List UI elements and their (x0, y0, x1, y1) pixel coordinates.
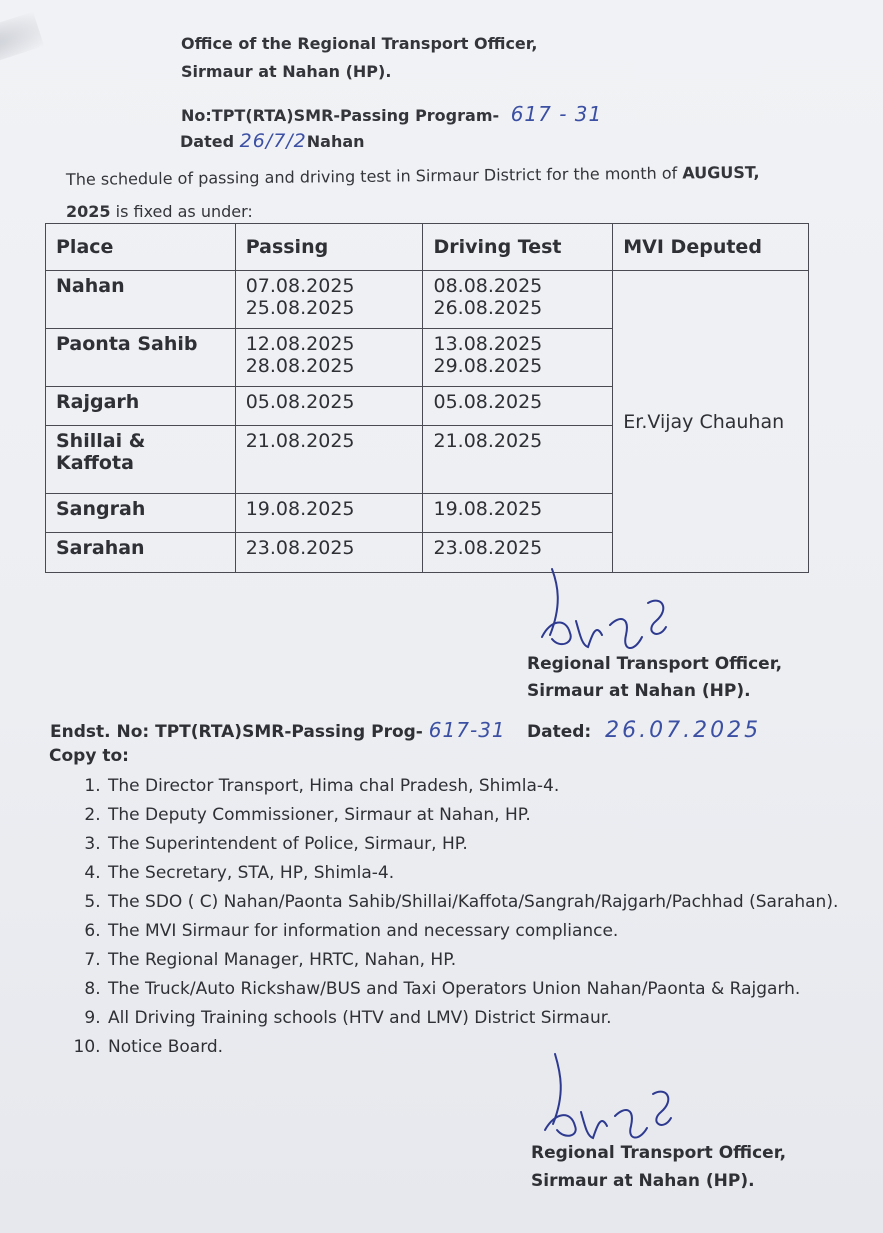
dated-place: Nahan (306, 132, 365, 151)
table-row (46, 271, 809, 329)
list-item: 6. The MVI Sirmaur for information and necessary compliance. (106, 917, 846, 946)
place-cell: Paonta Sahib (46, 329, 236, 387)
paper-fold-shadow (0, 12, 44, 65)
driving-cell: 19.08.2025 (423, 494, 613, 533)
place-cell: Sangrah (46, 494, 236, 533)
sig2-office: Sirmaur at Nahan (HP). (531, 1171, 755, 1191)
driving-date: 26.08.2025 (433, 297, 543, 319)
driving-date: 13.08.2025 (433, 333, 543, 355)
driving-date: 29.08.2025 (433, 355, 543, 377)
list-item: 5. The SDO ( C) Nahan/Paonta Sahib/Shillai/Kaffota/Sangrah/Rajgarh/Pachhad (Sarahan). (106, 888, 846, 917)
driving-cell (423, 271, 613, 329)
passing-date: 07.08.2025 (245, 275, 355, 297)
list-item: 7. The Regional Manager, HRTC, Nahan, HP. (106, 946, 846, 975)
passing-date: 28.08.2025 (245, 355, 355, 377)
sig2-title: Regional Transport Officer, (531, 1143, 787, 1163)
endorsement-line (50, 718, 506, 742)
list-item: 8. The Truck/Auto Rickshaw/BUS and Taxi Operators Union Nahan/Paonta & Rajgarh. (106, 975, 846, 1004)
office-line-2: Sirmaur at Nahan (HP). (181, 62, 392, 81)
list-item: 9. All Driving Training schools (HTV and LMV) District Sirmaur. (106, 1004, 846, 1033)
dated-handwritten: 26/7/2 (239, 130, 307, 152)
passing-cell: 21.08.2025 (235, 426, 423, 494)
passing-cell: 23.08.2025 (235, 533, 423, 573)
header-place: Place (46, 224, 236, 271)
endorsement-label: Endst. No: TPT(RTA)SMR-Passing Prog- (50, 722, 423, 742)
driving-cell: 21.08.2025 (423, 426, 613, 494)
intro-text-after: is fixed as under: (110, 202, 253, 221)
signature-1 (530, 565, 680, 660)
reference-handwritten: 617 - 31 (510, 102, 603, 126)
header-passing: Passing (235, 224, 423, 271)
header-mvi-deputed: MVI Deputed (613, 224, 809, 271)
list-item: 1. The Director Transport, Hima chal Pradesh, Shimla-4. (106, 772, 846, 801)
intro-line-1 (66, 163, 760, 189)
dated-label: Dated (180, 132, 235, 151)
passing-date: 25.08.2025 (245, 297, 355, 319)
table-header-row (46, 224, 809, 271)
passing-cell (235, 271, 423, 329)
driving-cell: 05.08.2025 (423, 387, 613, 426)
dated-line (180, 130, 365, 152)
place-cell: Shillai & Kaffota (46, 426, 236, 494)
intro-line-2 (66, 202, 253, 221)
driving-cell (423, 329, 613, 387)
passing-date: 12.08.2025 (245, 333, 355, 355)
endorsement-handwritten-no: 617-31 (428, 718, 506, 742)
list-item: 4. The Secretary, STA, HP, Shimla-4. (106, 859, 846, 888)
passing-cell: 19.08.2025 (235, 494, 423, 533)
sig1-office: Sirmaur at Nahan (HP). (527, 681, 751, 701)
driving-cell: 23.08.2025 (423, 533, 613, 573)
header-driving-test: Driving Test (423, 224, 613, 271)
sig1-title: Regional Transport Officer, (527, 654, 783, 674)
intro-text: The schedule of passing and driving test in Sirmaur District for the month of (65, 163, 683, 189)
endorsement-dated (527, 718, 761, 743)
list-item: 3. The Superintendent of Police, Sirmaur, HP. (106, 830, 846, 859)
intro-month: AUGUST, (682, 162, 760, 183)
copy-to-list (70, 772, 846, 1062)
reference-number (181, 102, 602, 126)
copy-to-label: Copy to: (49, 746, 129, 766)
office-line-1: Office of the Regional Transport Officer, (181, 34, 538, 53)
list-item: 2. The Deputy Commissioner, Sirmaur at Nahan, HP. (106, 801, 846, 830)
driving-date: 08.08.2025 (433, 275, 543, 297)
reference-label: No:TPT(RTA)SMR-Passing Program- (181, 106, 500, 125)
list-item: 10. Notice Board. (106, 1033, 846, 1062)
place-cell: Sarahan (46, 533, 236, 573)
mvi-deputed-cell: Er.Vijay Chauhan (613, 271, 809, 573)
intro-year: 2025 (66, 202, 111, 221)
signature-2 (535, 1050, 685, 1145)
passing-cell (235, 329, 423, 387)
place-cell: Rajgarh (46, 387, 236, 426)
passing-cell: 05.08.2025 (235, 387, 423, 426)
schedule-table (45, 223, 809, 573)
endorsement-dated-label: Dated: (527, 722, 592, 742)
place-cell: Nahan (46, 271, 236, 329)
endorsement-dated-handwritten: 26.07.2025 (605, 718, 762, 743)
